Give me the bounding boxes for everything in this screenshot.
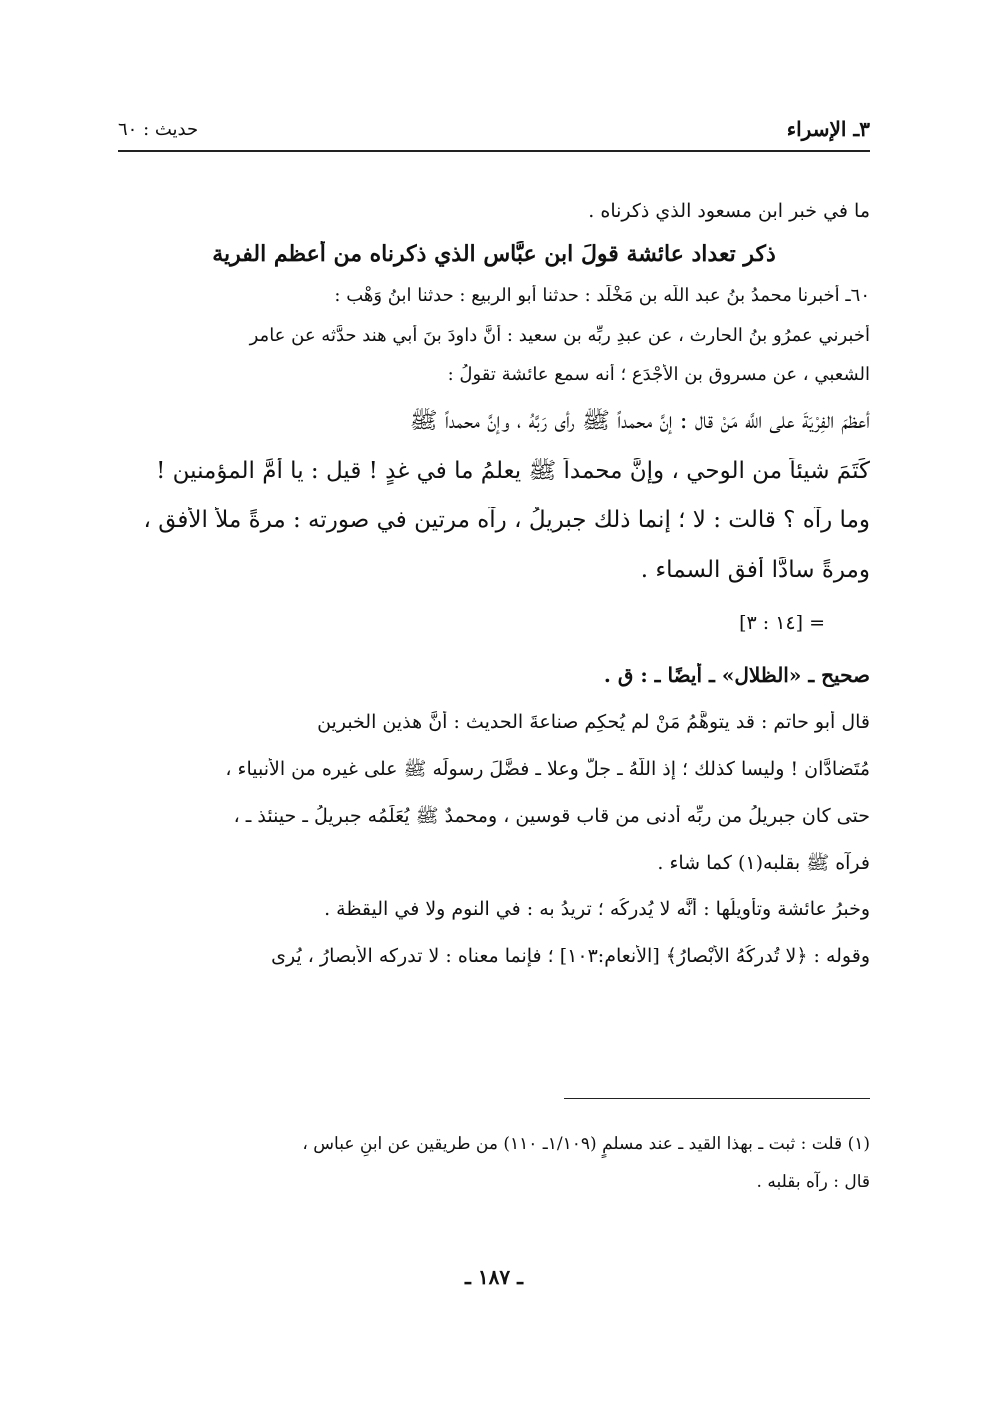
footnote-divider (564, 1098, 870, 1099)
isnad-line: أخبرني عمرُو بنُ الحارث ، عن عبدِ ربِّه بن سعيد : أنَّ داودَ بنَ أبي هند حدَّثه عن عامر (249, 324, 870, 346)
matn-line: وما رآه ؟ قالت : لا ؛ إنما ذلك جبريلُ ، رآه مرتين في صورته : مرةً ملأ الأفق ، (143, 507, 870, 534)
commentary-line: فرآه ﷺ بقلبه(١) كما شاء . (657, 851, 870, 874)
matn-line: ومرةً سادًّا أفق السماء . (640, 556, 870, 583)
hadith-number: حديث : ٦٠ (118, 118, 199, 140)
intro-line: ما في خبر ابن مسعود الذي ذكرناه . (588, 200, 870, 222)
footnote-line: (١) قلت : ثبت ـ بهذا القيد ـ عند مسلمٍ (١/١٠٩ـ ١١٠) من طريقين عن ابنِ عباس ، (302, 1134, 870, 1154)
reference-line: = [١٤ : ٣] (739, 612, 825, 635)
isnad-line: الشعبي ، عن مسروق بنِ الأَجْدَع ؛ أنه سمع عائشة تقولُ : (447, 364, 870, 386)
page-number: ـ ١٨٧ ـ (465, 1265, 523, 1289)
matn-line: كَتَمَ شيئاً من الوحي ، وإنَّ محمداً ﷺ يعلمُ ما في غدٍ ! قيل : يا أُمَّ المؤمنين ! (156, 457, 870, 484)
matn-line: أعظمَ الفِرْيَةَ على اللَّه مَنْ قال : إنَّ محمداً ﷺ رأى رَبَّهُ ، وإنَّ محمداً ﷺ (409, 407, 870, 434)
chapter-title: ٣ـ الإسراء (786, 117, 870, 141)
section-heading: ذكر تعداد عائشة قولَ ابن عبَّاس الذي ذكرناه من أعظم الفرية (212, 240, 776, 267)
footnote-line: قال : رآه بقلبه . (756, 1172, 870, 1193)
commentary-line: وخبرُ عائشة وتأويلُها : أنَّه لا يُدركُه ؛ تريدُ به : في النوم ولا في اليقظة . (324, 898, 870, 921)
page-body (118, 188, 870, 968)
page-header (118, 108, 870, 152)
commentary-line: قال أبو حاتم : قد يتوهَّمُ مَنْ لم يُحكِم صناعةَ الحديث : أنَّ هذين الخبرين (317, 711, 870, 734)
commentary-line: وقوله : ﴿لا تُدركُهُ الأَبْصارُ﴾ [الأنعام:١٠٣] ؛ فإنما معناه : لا تدركه الأبصارُ ، يُرى (271, 945, 870, 968)
isnad-line: ٦٠ـ أخبرنا محمدُ بنُ عبد اللَّه بن مَخْلَد : حدثنا أبو الربيع : حدثنا ابنُ وَهْب : (334, 285, 870, 307)
footnotes (118, 1134, 870, 1211)
grading-line: صحيح ـ «الظلال» ـ أيضًا ـ : ق . (603, 663, 870, 688)
commentary-line: حتى كان جبريلُ من ربِّه أدنى من قاب قوسين ، ومحمدٌ ﷺ يُعَلِّمُه جبريلُ ـ حينئذ ـ ، (233, 804, 870, 827)
commentary-line: مُتَضادَّان ! وليسا كذلك ؛ إذ اللَّهُ ـ جلَّ وعلا ـ فضَّلَ رسولَه ﷺ على غيره من الأنبياء ، (225, 757, 870, 780)
